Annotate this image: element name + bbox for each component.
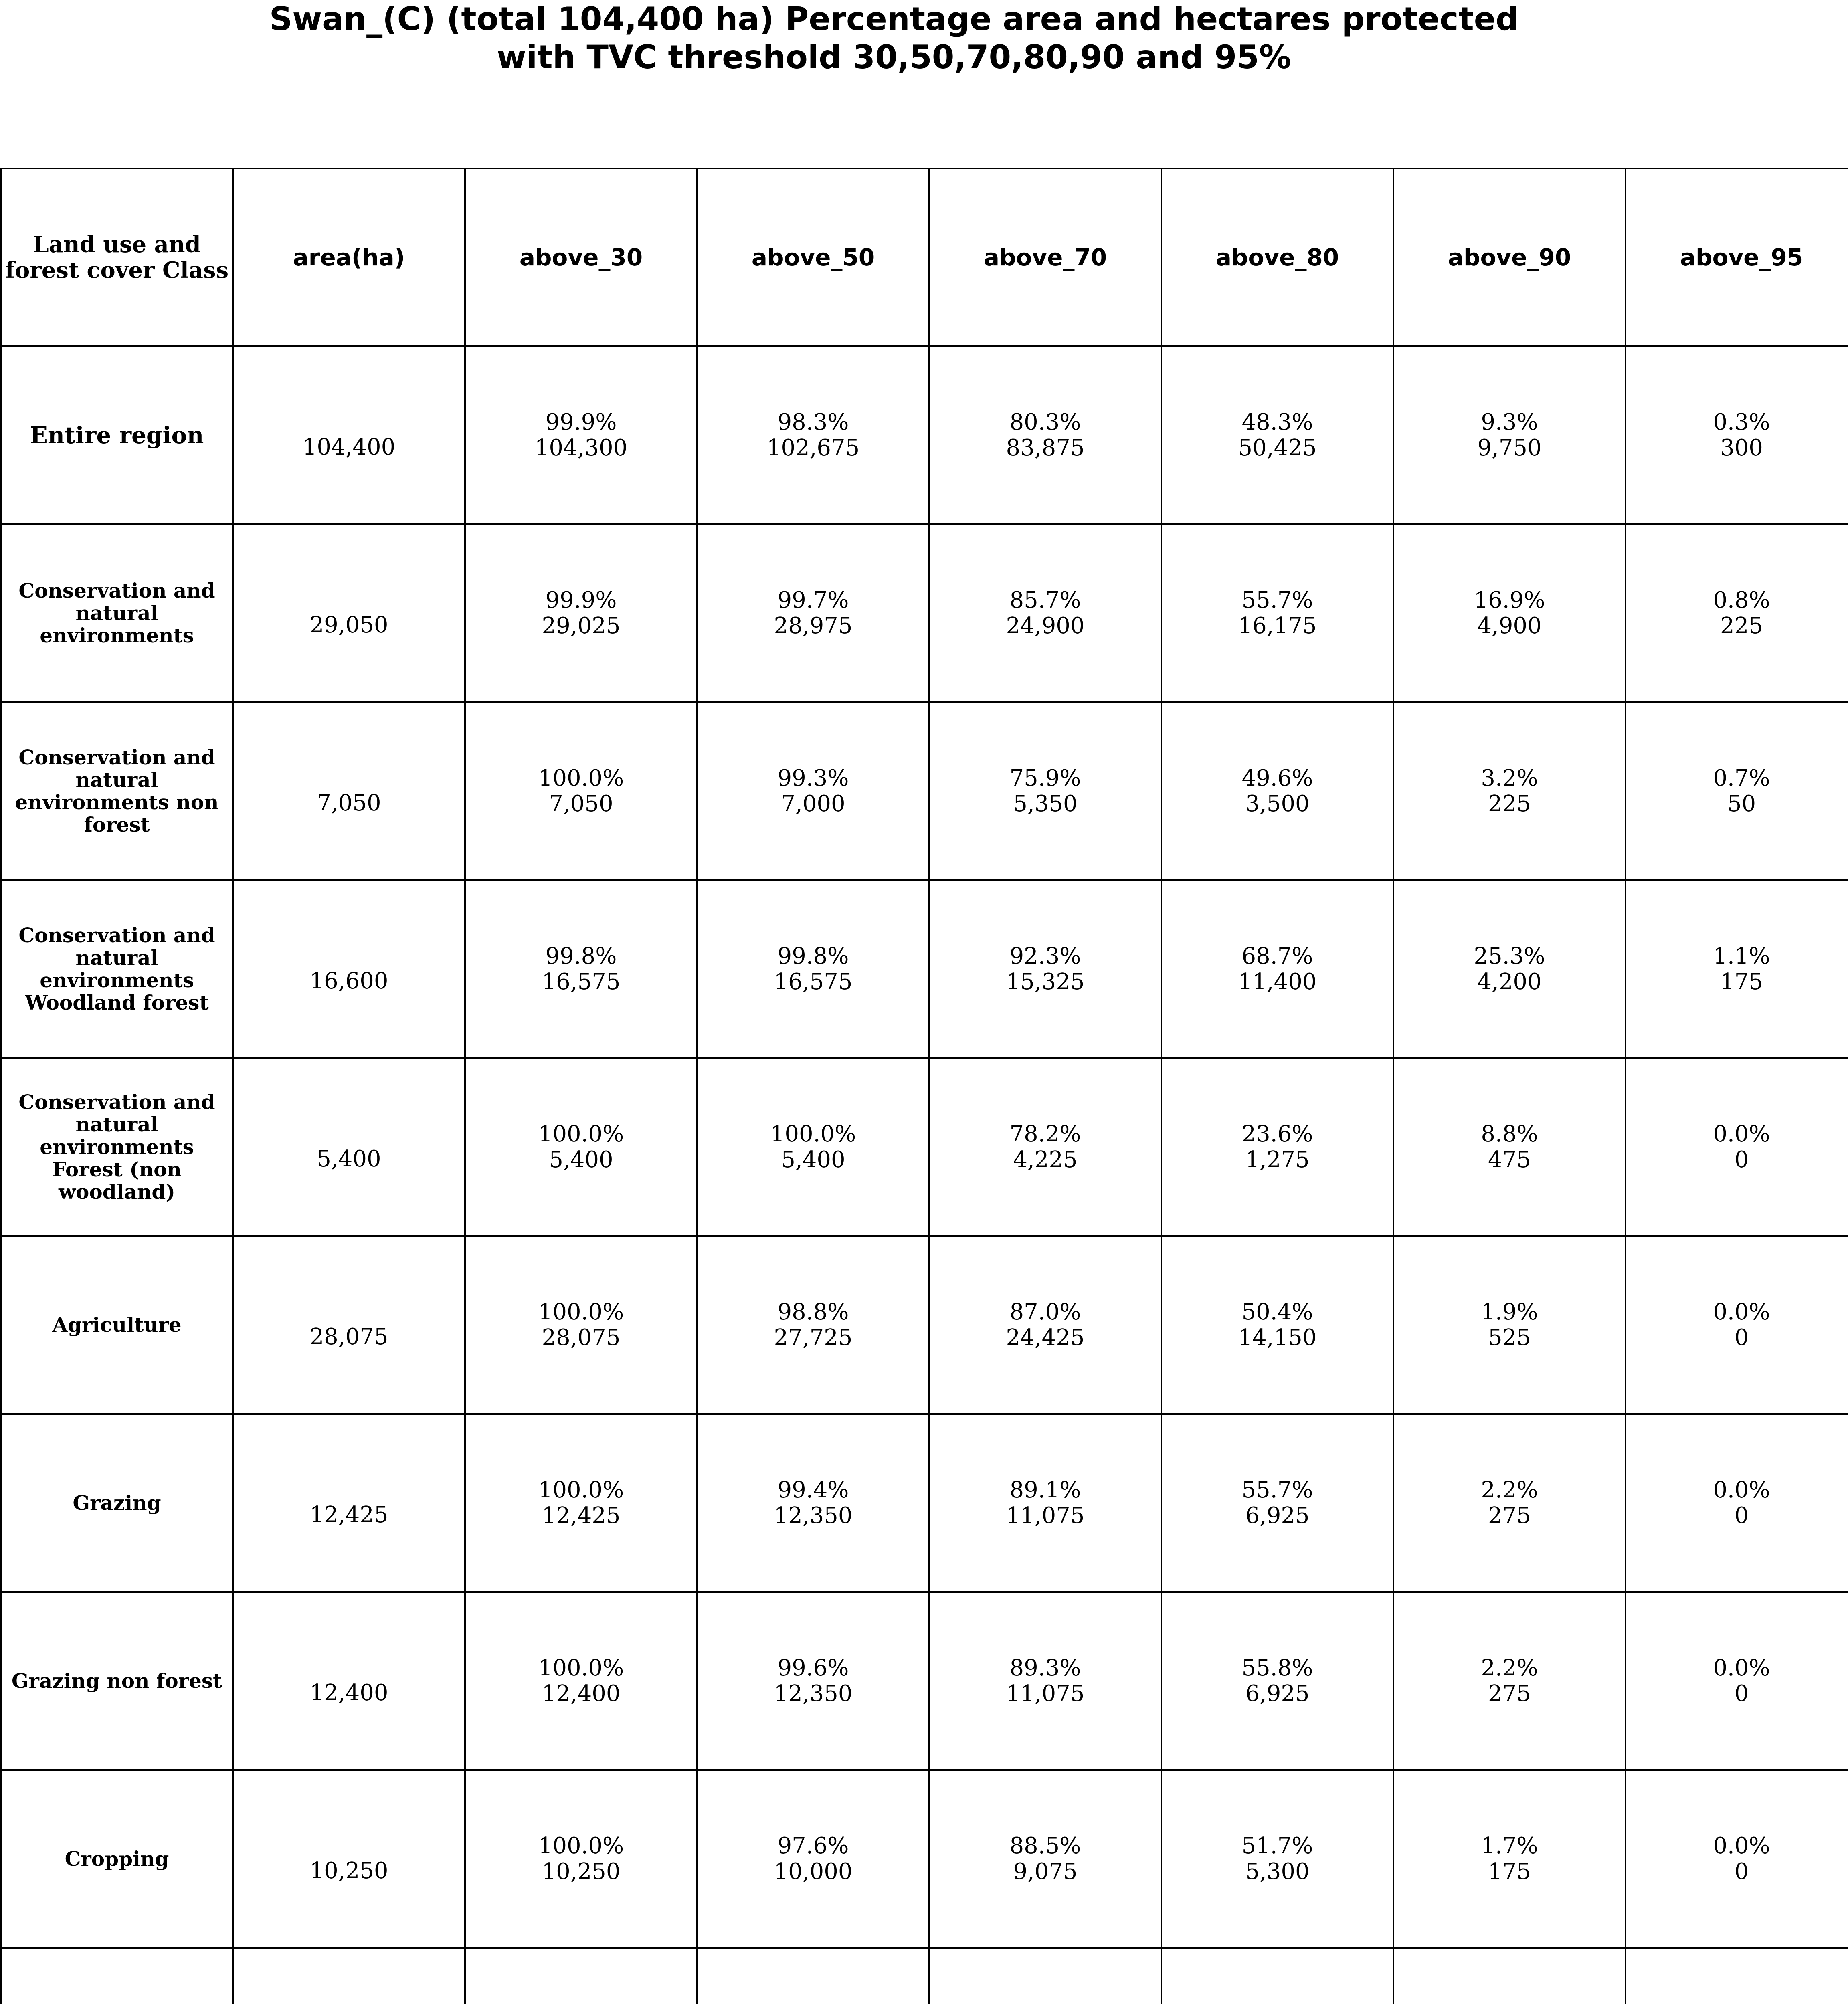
threshold-cell: [1626, 524, 1848, 702]
area-value: 12,425: [309, 1502, 388, 1528]
hectares-value: 10,000: [774, 1859, 853, 1885]
percent-value: 68.7%: [1241, 943, 1313, 969]
threshold-cell: [465, 1592, 697, 1770]
area-cell: [233, 1058, 465, 1236]
row-label: Conservation and natural environments non forest: [1, 702, 233, 880]
threshold-cell: [1626, 702, 1848, 880]
table-row: [1, 524, 1848, 702]
row-label: Conservation and natural environments: [1, 524, 233, 702]
threshold-cell: [1626, 1592, 1848, 1770]
table-row: [1, 346, 1848, 524]
hectares-value: 104,300: [534, 435, 628, 461]
table-row: [1, 1770, 1848, 1948]
threshold-cell: [929, 1948, 1161, 2004]
hectares-value: 27,725: [774, 1325, 853, 1351]
percent-value: 48.3%: [1241, 409, 1313, 435]
percent-value: 1.1%: [1713, 943, 1770, 969]
threshold-cell: [929, 524, 1161, 702]
percent-value: 98.8%: [777, 1299, 849, 1325]
percent-value: 92.3%: [1009, 943, 1081, 969]
hectares-value: 175: [1488, 1859, 1531, 1885]
area-cell: [233, 346, 465, 524]
area-cell: [233, 1414, 465, 1592]
threshold-cell: [1393, 524, 1626, 702]
column-header: above_30: [465, 168, 697, 346]
table-row: [1, 1414, 1848, 1592]
percent-value: 99.8%: [777, 943, 849, 969]
threshold-cell: [697, 1592, 929, 1770]
percent-value: 55.8%: [1241, 1655, 1313, 1681]
hectares-value: 5,350: [1013, 791, 1078, 817]
percent-value: 89.3%: [1009, 1655, 1081, 1681]
threshold-cell: [1161, 1414, 1393, 1592]
hectares-value: 102,675: [766, 435, 860, 461]
hectares-value: 0: [1734, 1681, 1749, 1707]
table-row: [1, 1948, 1848, 2004]
threshold-cell: [1626, 1058, 1848, 1236]
percent-value: 100.0%: [538, 1477, 624, 1503]
threshold-cell: [1626, 1414, 1848, 1592]
percent-value: 99.9%: [545, 587, 617, 613]
area-value: 12,400: [309, 1680, 388, 1706]
threshold-cell: [929, 1592, 1161, 1770]
threshold-cell: [929, 1236, 1161, 1414]
percent-value: 0.3%: [1713, 409, 1770, 435]
percent-value: 25.3%: [1474, 943, 1545, 969]
threshold-cell: [697, 1414, 929, 1592]
hectares-value: 12,350: [774, 1503, 853, 1529]
threshold-cell: [1161, 702, 1393, 880]
hectares-value: 83,875: [1006, 435, 1085, 461]
percent-value: 1.7%: [1481, 1833, 1538, 1859]
threshold-cell: [697, 1948, 929, 2004]
column-header: above_70: [929, 168, 1161, 346]
area-value: 7,050: [317, 790, 381, 816]
hectares-value: 24,900: [1006, 613, 1085, 639]
percent-value: 100.0%: [538, 1121, 624, 1147]
threshold-cell: [1626, 346, 1848, 524]
threshold-cell: [929, 1770, 1161, 1948]
hectares-value: 525: [1488, 1325, 1531, 1351]
percent-value: 3.2%: [1481, 765, 1538, 791]
threshold-cell: [465, 1948, 697, 2004]
percent-value: 8.8%: [1481, 1121, 1538, 1147]
hectares-value: 29,025: [542, 613, 621, 639]
table-row: [1, 880, 1848, 1058]
percent-value: 100.0%: [538, 1655, 624, 1681]
threshold-cell: [697, 702, 929, 880]
percent-value: 0.0%: [1713, 1833, 1770, 1859]
threshold-cell: [1161, 1058, 1393, 1236]
area-value: 28,075: [309, 1324, 388, 1350]
hectares-value: 16,575: [542, 969, 621, 995]
percent-value: 2.2%: [1481, 1655, 1538, 1681]
hectares-value: 11,400: [1238, 969, 1317, 995]
percent-value: 100.0%: [538, 1299, 624, 1325]
threshold-cell: [1393, 1236, 1626, 1414]
threshold-cell: [929, 346, 1161, 524]
hectares-value: 9,075: [1013, 1859, 1078, 1885]
area-cell: [233, 524, 465, 702]
column-header: above_95: [1626, 168, 1848, 346]
percent-value: 89.1%: [1009, 1477, 1081, 1503]
percent-value: 1.9%: [1481, 1299, 1538, 1325]
threshold-cell: [1161, 346, 1393, 524]
area-value: 10,250: [309, 1858, 388, 1884]
area-value: 16,600: [309, 968, 388, 994]
hectares-value: 0: [1734, 1503, 1749, 1529]
threshold-cell: [1161, 1948, 1393, 2004]
column-header: area(ha): [233, 168, 465, 346]
percent-value: 99.6%: [777, 1655, 849, 1681]
hectares-value: 7,000: [781, 791, 845, 817]
hectares-value: 6,925: [1245, 1503, 1310, 1529]
row-label: Grazing: [1, 1414, 233, 1592]
percent-value: 2.2%: [1481, 1477, 1538, 1503]
percent-value: 98.3%: [777, 409, 849, 435]
percent-value: 87.0%: [1009, 1299, 1081, 1325]
area-cell: [233, 702, 465, 880]
threshold-cell: [1626, 880, 1848, 1058]
percent-value: 99.7%: [777, 587, 849, 613]
threshold-cell: [1161, 880, 1393, 1058]
percent-value: 100.0%: [538, 1833, 624, 1859]
hectares-value: 0: [1734, 1859, 1749, 1885]
hectares-value: 11,075: [1006, 1681, 1085, 1707]
table-row: [1, 702, 1848, 880]
threshold-cell: [697, 1770, 929, 1948]
percent-value: 88.5%: [1009, 1833, 1081, 1859]
hectares-value: 475: [1488, 1147, 1531, 1173]
threshold-cell: [1393, 1770, 1626, 1948]
title-line-1: Swan_(C) (total 104,400 ha) Percentage area and hectares protected: [269, 0, 1519, 38]
row-label: Conservation and natural environments Forest (non woodland): [1, 1058, 233, 1236]
hectares-value: 12,425: [542, 1503, 621, 1529]
hectares-value: 15,325: [1006, 969, 1085, 995]
area-cell: [233, 880, 465, 1058]
row-label: Conservation and natural environments Woodland forest: [1, 880, 233, 1058]
hectares-value: 225: [1720, 613, 1763, 639]
percent-value: 9.3%: [1481, 409, 1538, 435]
hectares-value: 28,075: [542, 1325, 621, 1351]
percent-value: 100.0%: [538, 765, 624, 791]
table-row: [1, 1058, 1848, 1236]
hectares-value: 275: [1488, 1503, 1531, 1529]
percent-value: 16.9%: [1474, 587, 1545, 613]
threshold-cell: [1161, 1236, 1393, 1414]
threshold-cell: [465, 1058, 697, 1236]
hectares-value: 24,425: [1006, 1325, 1085, 1351]
threshold-cell: [697, 524, 929, 702]
hectares-value: 5,300: [1245, 1859, 1310, 1885]
percent-value: 0.0%: [1713, 1655, 1770, 1681]
column-header: above_50: [697, 168, 929, 346]
threshold-cell: [465, 880, 697, 1058]
threshold-cell: [929, 1058, 1161, 1236]
hectares-value: 5,400: [781, 1147, 845, 1173]
hectares-value: 4,225: [1013, 1147, 1078, 1173]
percent-value: 75.9%: [1009, 765, 1081, 791]
threshold-cell: [1393, 1414, 1626, 1592]
percent-value: 0.7%: [1713, 765, 1770, 791]
threshold-cell: [1626, 1948, 1848, 2004]
hectares-value: 300: [1720, 435, 1763, 461]
percent-value: 99.3%: [777, 765, 849, 791]
percent-value: 55.7%: [1241, 587, 1313, 613]
threshold-cell: [465, 702, 697, 880]
percent-value: 99.9%: [545, 409, 617, 435]
column-header: Land use and forest cover Class: [1, 168, 233, 346]
header-row: [1, 168, 1848, 346]
area-cell: [233, 1770, 465, 1948]
hectares-value: 12,350: [774, 1681, 853, 1707]
threshold-cell: [697, 346, 929, 524]
threshold-cell: [465, 1770, 697, 1948]
hectares-value: 11,075: [1006, 1503, 1085, 1529]
hectares-value: 28,975: [774, 613, 853, 639]
percent-value: 97.6%: [777, 1833, 849, 1859]
threshold-cell: [929, 1414, 1161, 1592]
percent-value: 55.7%: [1241, 1477, 1313, 1503]
area-value: 5,400: [317, 1146, 381, 1172]
hectares-value: 5,400: [549, 1147, 613, 1173]
column-header: above_90: [1393, 168, 1626, 346]
percent-value: 49.6%: [1241, 765, 1313, 791]
percent-value: 0.0%: [1713, 1299, 1770, 1325]
hectares-value: 50,425: [1238, 435, 1317, 461]
threshold-cell: [465, 1414, 697, 1592]
data-table: [0, 168, 1848, 2004]
hectares-value: 3,500: [1245, 791, 1310, 817]
threshold-cell: [1393, 880, 1626, 1058]
threshold-cell: [465, 1236, 697, 1414]
threshold-cell: [697, 880, 929, 1058]
hectares-value: 175: [1720, 969, 1763, 995]
area-value: 29,050: [309, 612, 388, 638]
threshold-cell: [465, 346, 697, 524]
area-cell: [233, 1592, 465, 1770]
threshold-cell: [697, 1058, 929, 1236]
threshold-cell: [929, 702, 1161, 880]
hectares-value: 0: [1734, 1147, 1749, 1173]
percent-value: 99.8%: [545, 943, 617, 969]
area-cell: [233, 1236, 465, 1414]
hectares-value: 4,200: [1477, 969, 1542, 995]
table-row: [1, 1236, 1848, 1414]
threshold-cell: [929, 880, 1161, 1058]
hectares-value: 9,750: [1477, 435, 1542, 461]
percent-value: 51.7%: [1241, 1833, 1313, 1859]
area-cell: [233, 1948, 465, 2004]
percent-value: 100.0%: [770, 1121, 856, 1147]
threshold-cell: [1393, 1948, 1626, 2004]
hectares-value: 4,900: [1477, 613, 1542, 639]
hectares-value: 10,250: [542, 1859, 621, 1885]
hectares-value: 0: [1734, 1325, 1749, 1351]
percent-value: 50.4%: [1241, 1299, 1313, 1325]
hectares-value: 225: [1488, 791, 1531, 817]
row-label: Cropping: [1, 1770, 233, 1948]
threshold-cell: [1161, 1770, 1393, 1948]
hectares-value: 16,175: [1238, 613, 1317, 639]
threshold-cell: [1393, 1592, 1626, 1770]
title-line-2: with TVC threshold 30,50,70,80,90 and 95%: [497, 38, 1291, 76]
row-label: [1, 1948, 233, 2004]
threshold-cell: [1393, 702, 1626, 880]
table-row: [1, 1592, 1848, 1770]
threshold-cell: [1626, 1770, 1848, 1948]
row-label: Grazing non forest: [1, 1592, 233, 1770]
percent-value: 80.3%: [1009, 409, 1081, 435]
percent-value: 0.8%: [1713, 587, 1770, 613]
percent-value: 0.0%: [1713, 1477, 1770, 1503]
hectares-value: 12,400: [542, 1681, 621, 1707]
threshold-cell: [1393, 1058, 1626, 1236]
page-title: [0, 0, 1788, 76]
percent-value: 99.4%: [777, 1477, 849, 1503]
hectares-value: 6,925: [1245, 1681, 1310, 1707]
percent-value: 78.2%: [1009, 1121, 1081, 1147]
percent-value: 0.0%: [1713, 1121, 1770, 1147]
percent-value: 85.7%: [1009, 587, 1081, 613]
row-label: Entire region: [1, 346, 233, 524]
threshold-cell: [1161, 524, 1393, 702]
area-value: 104,400: [302, 434, 396, 460]
hectares-value: 7,050: [549, 791, 613, 817]
threshold-cell: [1161, 1592, 1393, 1770]
row-label: Agriculture: [1, 1236, 233, 1414]
hectares-value: 16,575: [774, 969, 853, 995]
column-header: above_80: [1161, 168, 1393, 346]
hectares-value: 1,275: [1245, 1147, 1310, 1173]
hectares-value: 14,150: [1238, 1325, 1317, 1351]
threshold-cell: [1626, 1236, 1848, 1414]
hectares-value: 275: [1488, 1681, 1531, 1707]
percent-value: 23.6%: [1241, 1121, 1313, 1147]
hectares-value: 50: [1727, 791, 1756, 817]
threshold-cell: [1393, 346, 1626, 524]
threshold-cell: [465, 524, 697, 702]
threshold-cell: [697, 1236, 929, 1414]
